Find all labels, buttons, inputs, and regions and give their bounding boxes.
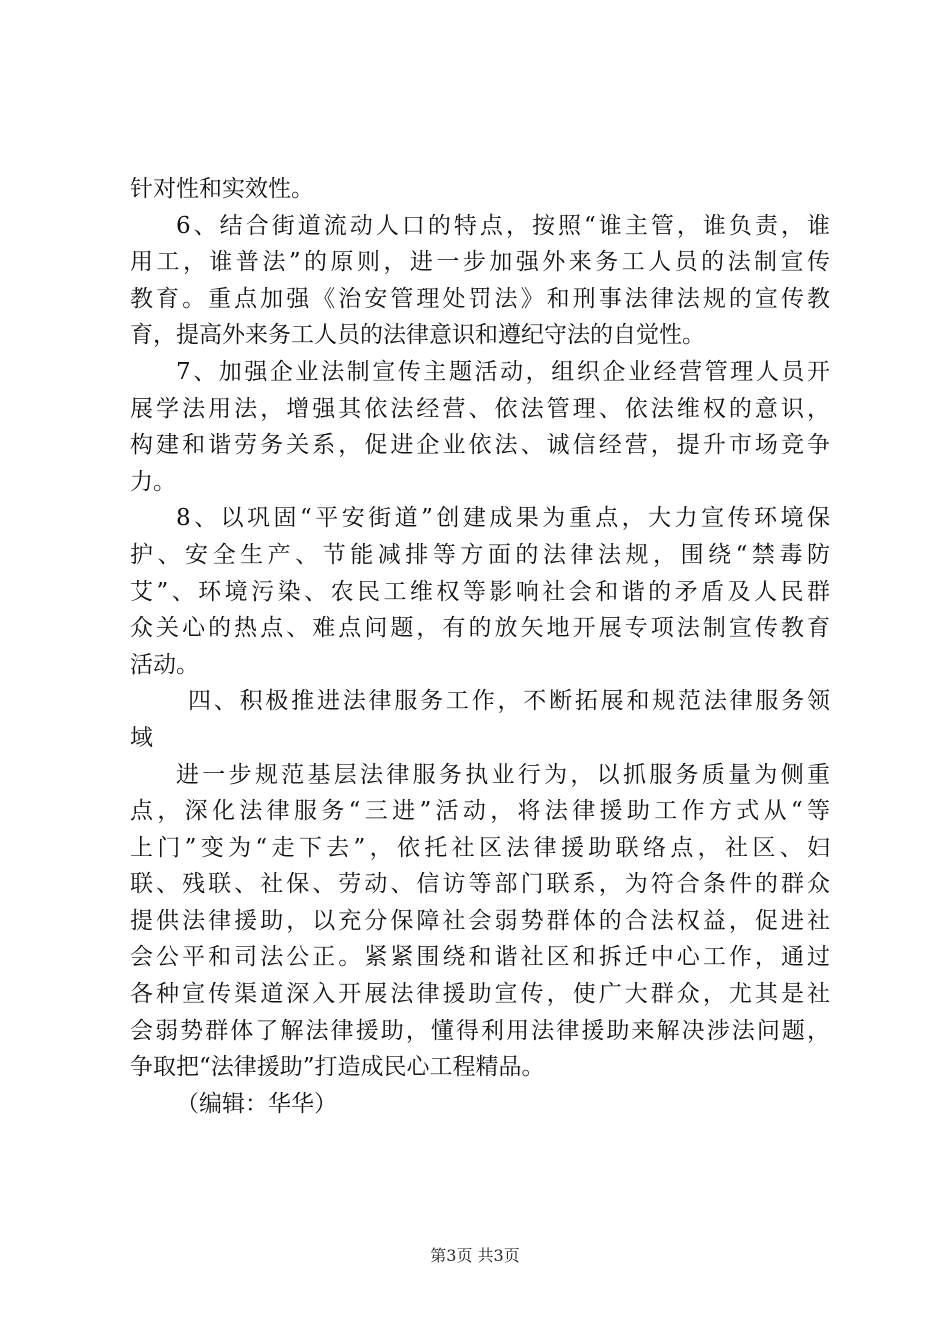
text-line: 上门”变为“走下去”，依托社区法律援助联络点，社区、妇 — [130, 834, 830, 861]
text-line: 力。 — [130, 468, 176, 495]
text-line: 6、结合街道流动人口的特点，按照“谁主管，谁负责，谁 — [176, 212, 830, 239]
section-heading-continued: 域 — [130, 724, 153, 751]
page-number-footer: 第3页 共3页 — [430, 1246, 520, 1265]
text-line: 构建和谐劳务关系，促进企业依法、诚信经营，提升市场竞争 — [130, 432, 830, 459]
text-line: 活动。 — [130, 651, 199, 678]
text-line: 众关心的热点、难点问题，有的放矢地开展专项法制宣传教育 — [130, 615, 830, 642]
text-line: 教育。重点加强《治安管理处罚法》和刑事法律法规的宣传教 — [130, 285, 830, 312]
editor-credit: （编辑：华华） — [176, 1090, 337, 1117]
text-line: 各种宣传渠道深入开展法律援助宣传，使广大群众，尤其是社 — [130, 981, 830, 1008]
text-line: 8、以巩固“平安街道”创建成果为重点，大力宣传环境保 — [176, 505, 830, 532]
text-line: 用工，谁普法”的原则，进一步加强外来务工人员的法制宣传 — [130, 249, 830, 276]
text-line: 育，提高外来务工人员的法律意识和遵纪守法的自觉性。 — [130, 322, 705, 349]
text-line: 点，深化法律服务“三进”活动，将法律援助工作方式从“等 — [130, 798, 830, 825]
text-line: 进一步规范基层法律服务执业行为，以抓服务质量为侧重 — [176, 761, 830, 788]
text-line: 艾”、环境污染、农民工维权等影响社会和谐的矛盾及人民群 — [130, 578, 830, 605]
text-line: 展学法用法，增强其依法经营、依法管理、依法维权的意识， — [130, 395, 830, 422]
text-line: 会公平和司法公正。紧紧围绕和谐社区和拆迁中心工作，通过 — [130, 944, 830, 971]
text-line: 争取把“法律援助”打造成民心工程精品。 — [130, 1054, 545, 1081]
document-body — [130, 171, 830, 1122]
text-line: 提供法律援助，以充分保障社会弱势群体的合法权益，促进社 — [130, 907, 830, 934]
section-heading: 四、积极推进法律服务工作，不断拓展和规范法律服务领 — [188, 688, 830, 715]
text-line: 7、加强企业法制宣传主题活动，组织企业经营管理人员开 — [176, 358, 830, 385]
text-line: 针对性和实效性。 — [130, 176, 314, 202]
text-line: 联、残联、社保、劳动、信访等部门联系，为符合条件的群众 — [130, 871, 830, 898]
text-line: 护、安全生产、节能减排等方面的法律法规，围绕“禁毒防 — [130, 541, 830, 568]
text-line: 会弱势群体了解法律援助，懂得利用法律援助来解决涉法问题， — [130, 1017, 830, 1044]
